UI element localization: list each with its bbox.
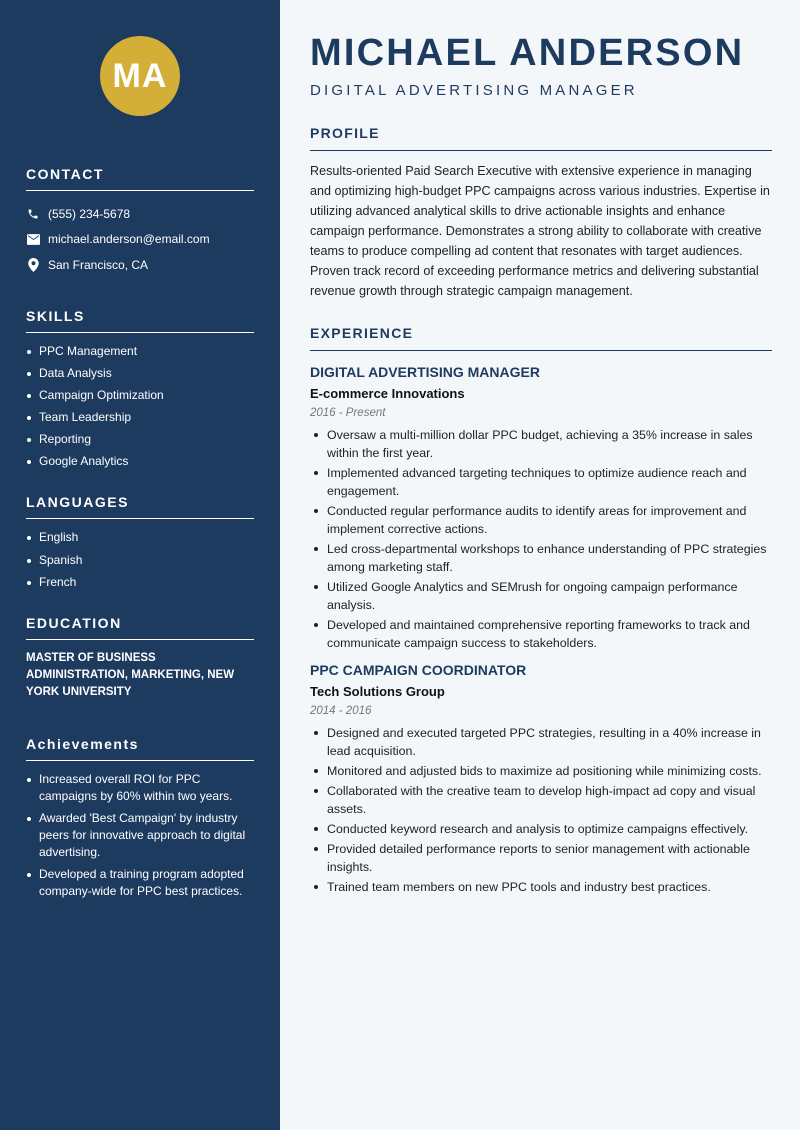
skills-title: SKILLS — [26, 308, 254, 333]
main-content — [310, 0, 772, 898]
location-text: San Francisco, CA — [48, 257, 149, 272]
job-entry — [310, 662, 772, 896]
list-item: Developed a training program adopted company-wide for PPC best practices. — [26, 866, 254, 900]
list-item: Designed and executed targeted PPC strategies, resulting in a 40% increase in lead acquisition. — [310, 724, 772, 760]
contact-phone — [26, 201, 254, 227]
list-item: Conducted keyword research and analysis to optimize campaigns effectively. — [310, 820, 772, 838]
location-pin-icon — [26, 258, 40, 272]
profile-section — [310, 125, 772, 301]
contact-location — [26, 252, 254, 278]
list-item: Team Leadership — [26, 409, 254, 426]
education-title: EDUCATION — [26, 615, 254, 640]
sidebar — [0, 0, 280, 1130]
list-item: Conducted regular performance audits to identify areas for improvement and implement corrective actions. — [310, 502, 772, 538]
email-text[interactable]: michael.anderson@email.com — [48, 232, 210, 247]
achievements-section — [26, 736, 254, 900]
job-dates: 2016 - Present — [310, 407, 386, 419]
list-item: Implemented advanced targeting techniques to optimize audience reach and engagement. — [310, 464, 772, 500]
skills-section — [26, 308, 254, 471]
achievements-list — [26, 771, 254, 900]
languages-list — [26, 529, 254, 590]
job-entry — [310, 364, 772, 652]
education-section — [26, 615, 254, 701]
list-item: English — [26, 529, 254, 546]
list-item: Campaign Optimization — [26, 387, 254, 404]
languages-section — [26, 494, 254, 590]
skills-list — [26, 343, 254, 471]
list-item: Oversaw a multi-million dollar PPC budget, achieving a 35% increase in sales within the first year. — [310, 426, 772, 462]
candidate-role: DIGITAL ADVERTISING MANAGER — [310, 82, 638, 99]
job-company: E-commerce Innovations — [310, 386, 465, 401]
achievements-title: Achievements — [26, 736, 254, 761]
mail-icon — [26, 232, 40, 246]
list-item: Reporting — [26, 431, 254, 448]
list-item: Utilized Google Analytics and SEMrush for ongoing campaign performance analysis. — [310, 578, 772, 614]
contact-section — [26, 166, 254, 278]
experience-section — [310, 325, 772, 896]
list-item: Data Analysis — [26, 365, 254, 382]
list-item: Provided detailed performance reports to senior management with actionable insights. — [310, 840, 772, 876]
list-item: Collaborated with the creative team to develop high-impact ad copy and visual assets. — [310, 782, 772, 818]
list-item: French — [26, 574, 254, 591]
education-degree: MASTER OF BUSINESS ADMINISTRATION, MARKETING, NEW YORK UNIVERSITY — [26, 651, 235, 698]
experience-title: EXPERIENCE — [310, 325, 772, 351]
profile-title: PROFILE — [310, 125, 772, 151]
job-bullets — [310, 724, 772, 896]
avatar: MA — [100, 36, 180, 116]
list-item: PPC Management — [26, 343, 254, 360]
list-item: Awarded 'Best Campaign' by industry peers for innovative approach to digital advertising. — [26, 810, 254, 861]
job-company: Tech Solutions Group — [310, 684, 445, 699]
list-item: Developed and maintained comprehensive reporting frameworks to track and communicate campaign success to stakeholders. — [310, 616, 772, 652]
list-item: Monitored and adjusted bids to maximize ad positioning while minimizing costs. — [310, 762, 772, 780]
list-item: Google Analytics — [26, 453, 254, 470]
contact-title: CONTACT — [26, 166, 254, 191]
contact-email — [26, 227, 254, 253]
list-item: Increased overall ROI for PPC campaigns by 60% within two years. — [26, 771, 254, 805]
job-title: PPC CAMPAIGN COORDINATOR — [310, 662, 527, 678]
phone-icon — [26, 207, 40, 221]
list-item: Trained team members on new PPC tools and industry best practices. — [310, 878, 772, 896]
job-title: DIGITAL ADVERTISING MANAGER — [310, 364, 540, 380]
candidate-name: MICHAEL ANDERSON — [310, 32, 745, 74]
job-bullets — [310, 426, 772, 652]
profile-text: Results-oriented Paid Search Executive with extensive experience in managing and optimizing high-budget PPC campaigns across various industries. Expertise in utilizing advanced analytical skills to drive actionable insights and enhance campaign performance. Demonstrates a strong ability to collaborate with creative teams to produce compelling ad content that resonates with target audiences. Proven track record of exceeding performance metrics and delivering substantial revenue growth through strategic campaign management. — [310, 164, 770, 298]
job-dates: 2014 - 2016 — [310, 705, 372, 717]
languages-title: LANGUAGES — [26, 494, 254, 519]
phone-text[interactable]: (555) 234-5678 — [48, 206, 131, 221]
list-item: Led cross-departmental workshops to enhance understanding of PPC strategies among marketing staff. — [310, 540, 772, 576]
list-item: Spanish — [26, 552, 254, 569]
